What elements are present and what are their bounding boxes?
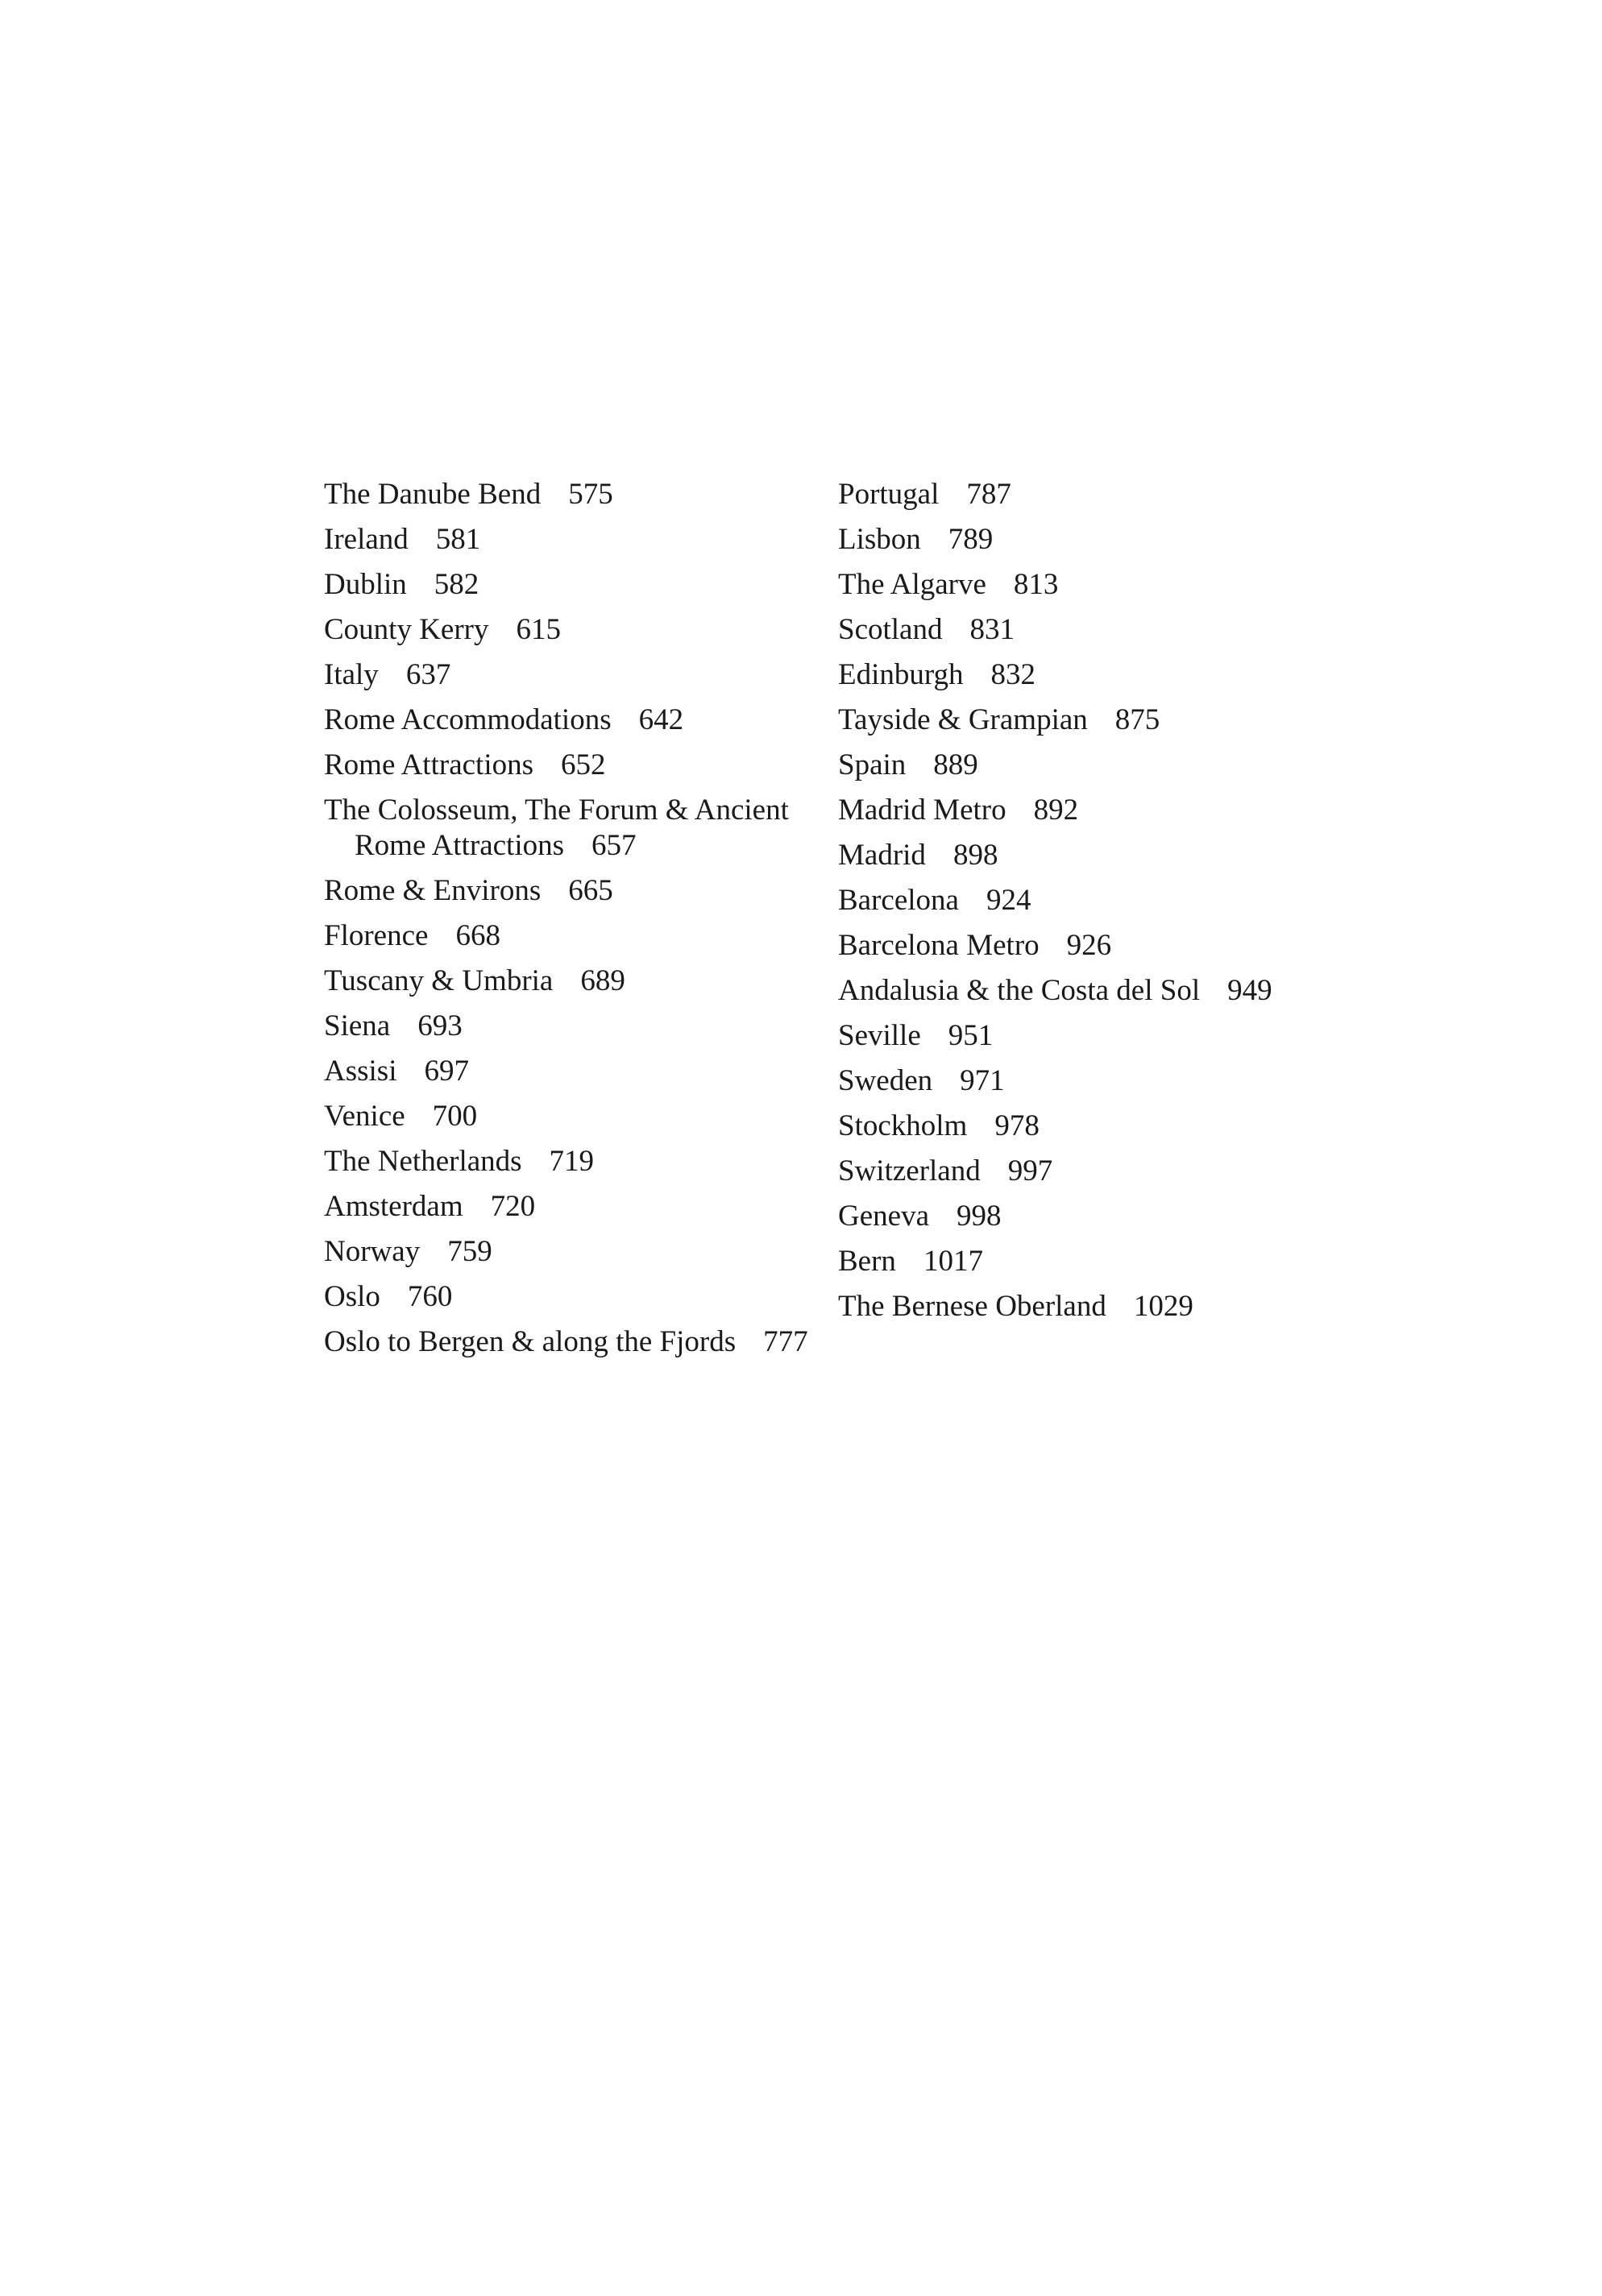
map-page-number: 875 bbox=[1114, 703, 1160, 736]
map-title: Italy bbox=[324, 658, 379, 691]
map-list-entry bbox=[838, 883, 1418, 918]
map-page-number: 575 bbox=[568, 478, 613, 511]
map-list-entry bbox=[324, 748, 824, 783]
map-page-number: 898 bbox=[952, 839, 998, 872]
map-title: Rome & Environs bbox=[324, 874, 542, 907]
map-title: The Bernese Oberland bbox=[838, 1290, 1106, 1323]
map-page-number: 719 bbox=[549, 1145, 595, 1178]
map-page-number: 637 bbox=[405, 658, 451, 691]
map-page-number: 615 bbox=[516, 613, 561, 646]
map-page-number: 582 bbox=[434, 568, 479, 601]
map-list-entry bbox=[324, 657, 824, 693]
map-title: Tuscany & Umbria bbox=[324, 964, 554, 997]
map-title: The Danube Bend bbox=[324, 478, 542, 511]
map-page-number: 693 bbox=[417, 1009, 463, 1042]
map-title: Bern bbox=[838, 1245, 896, 1278]
map-page-number: 689 bbox=[580, 964, 625, 997]
map-list-entry bbox=[838, 1244, 1418, 1279]
map-title: The Netherlands bbox=[324, 1145, 522, 1178]
map-list-entry bbox=[838, 928, 1418, 964]
map-title: Scotland bbox=[838, 613, 943, 646]
map-list-entry bbox=[838, 973, 1418, 1009]
map-list-entry bbox=[838, 1018, 1418, 1054]
map-page-number: 652 bbox=[561, 748, 606, 781]
map-list-right-column bbox=[838, 477, 1418, 1334]
map-page-number: 924 bbox=[986, 884, 1031, 917]
map-title: Seville bbox=[838, 1019, 921, 1052]
map-page-number: 971 bbox=[960, 1064, 1005, 1097]
map-title: Oslo to Bergen & along the Fjords bbox=[324, 1325, 737, 1358]
map-list-entry bbox=[324, 1099, 824, 1134]
map-list-entry bbox=[324, 522, 824, 557]
map-title: Florence bbox=[324, 919, 429, 952]
map-page-number: 665 bbox=[568, 874, 613, 907]
map-title: The Algarve bbox=[838, 568, 986, 601]
map-title: Sweden bbox=[838, 1064, 933, 1097]
map-page-number: 789 bbox=[948, 523, 994, 556]
map-page-number: 951 bbox=[948, 1019, 994, 1052]
map-title: Ireland bbox=[324, 523, 409, 556]
map-page-number: 668 bbox=[455, 919, 500, 952]
map-page-number: 720 bbox=[490, 1190, 536, 1223]
map-page-number: 889 bbox=[933, 748, 978, 781]
map-title: Barcelona Metro bbox=[838, 929, 1040, 962]
map-page-number: 997 bbox=[1007, 1154, 1053, 1187]
map-list-entry bbox=[838, 702, 1418, 738]
map-list-entry bbox=[838, 748, 1418, 783]
map-page-number: 581 bbox=[435, 523, 481, 556]
map-title: Barcelona bbox=[838, 884, 959, 917]
map-list-entry bbox=[324, 793, 824, 864]
map-list-entry bbox=[838, 1063, 1418, 1099]
map-list-entry bbox=[324, 1009, 824, 1044]
map-list-entry bbox=[838, 522, 1418, 557]
map-title: Tayside & Grampian bbox=[838, 703, 1088, 736]
map-list-entry bbox=[838, 1109, 1418, 1144]
map-list-entry bbox=[324, 1279, 824, 1315]
map-page-number: 831 bbox=[969, 613, 1015, 646]
map-list-entry bbox=[324, 477, 824, 512]
map-page-number: 697 bbox=[424, 1055, 469, 1088]
map-title: Oslo bbox=[324, 1280, 380, 1313]
map-title: Rome Accommodations bbox=[324, 703, 612, 736]
map-title: County Kerry bbox=[324, 613, 489, 646]
map-page-number: 642 bbox=[638, 703, 684, 736]
map-page-number: 978 bbox=[994, 1109, 1040, 1142]
map-title: Madrid bbox=[838, 839, 926, 872]
map-page-number: 700 bbox=[432, 1100, 478, 1133]
map-title: Andalusia & the Costa del Sol bbox=[838, 974, 1201, 1007]
map-title: Siena bbox=[324, 1009, 391, 1042]
map-page-number: 1029 bbox=[1133, 1290, 1193, 1323]
map-list-entry bbox=[838, 1289, 1418, 1324]
map-page-number: 777 bbox=[763, 1325, 808, 1358]
map-title: Dublin bbox=[324, 568, 407, 601]
map-list-entry bbox=[838, 793, 1418, 828]
map-list-entry bbox=[324, 1324, 824, 1360]
map-list-left-column bbox=[324, 477, 824, 1370]
map-title: Amsterdam bbox=[324, 1190, 463, 1223]
map-page-number: 813 bbox=[1013, 568, 1059, 601]
map-list-entry bbox=[324, 567, 824, 603]
map-title: Madrid Metro bbox=[838, 794, 1006, 827]
map-page-number: 787 bbox=[966, 478, 1011, 511]
map-list-entry bbox=[324, 612, 824, 648]
map-page-number: 832 bbox=[990, 658, 1036, 691]
map-title: Rome Attractions bbox=[324, 748, 533, 781]
map-list-entry bbox=[838, 838, 1418, 873]
map-title: Stockholm bbox=[838, 1109, 968, 1142]
map-page-number: 926 bbox=[1066, 929, 1112, 962]
map-list-entry bbox=[324, 873, 824, 909]
map-page-number: 1017 bbox=[923, 1245, 983, 1278]
map-list-entry bbox=[838, 1154, 1418, 1189]
map-title: Venice bbox=[324, 1100, 405, 1133]
map-title: Portugal bbox=[838, 478, 940, 511]
map-title: Spain bbox=[838, 748, 907, 781]
map-page-number: 998 bbox=[957, 1200, 1002, 1233]
map-page-number: 760 bbox=[407, 1280, 453, 1313]
map-title: Geneva bbox=[838, 1200, 929, 1233]
map-title: Switzerland bbox=[838, 1154, 981, 1187]
map-page-number: 949 bbox=[1227, 974, 1272, 1007]
map-page-number: 759 bbox=[447, 1235, 492, 1268]
map-list-entry bbox=[324, 1144, 824, 1179]
map-list-entry bbox=[838, 612, 1418, 648]
map-title: Norway bbox=[324, 1235, 421, 1268]
map-title: Lisbon bbox=[838, 523, 921, 556]
map-list-entry bbox=[324, 964, 824, 999]
map-list-entry bbox=[324, 1054, 824, 1089]
map-list-entry bbox=[838, 477, 1418, 512]
map-list-entry bbox=[324, 1189, 824, 1225]
map-list-entry bbox=[838, 657, 1418, 693]
map-title: Edinburgh bbox=[838, 658, 964, 691]
map-page-number: 892 bbox=[1033, 794, 1079, 827]
map-list-entry bbox=[324, 918, 824, 954]
map-list-entry bbox=[838, 567, 1418, 603]
map-title: Assisi bbox=[324, 1055, 397, 1088]
map-list-entry bbox=[324, 702, 824, 738]
map-list-entry bbox=[324, 1234, 824, 1270]
map-list-entry bbox=[838, 1199, 1418, 1234]
map-title: The Colosseum, The Forum & Ancient Rome Attractions bbox=[324, 794, 789, 862]
map-page-number: 657 bbox=[591, 829, 637, 862]
